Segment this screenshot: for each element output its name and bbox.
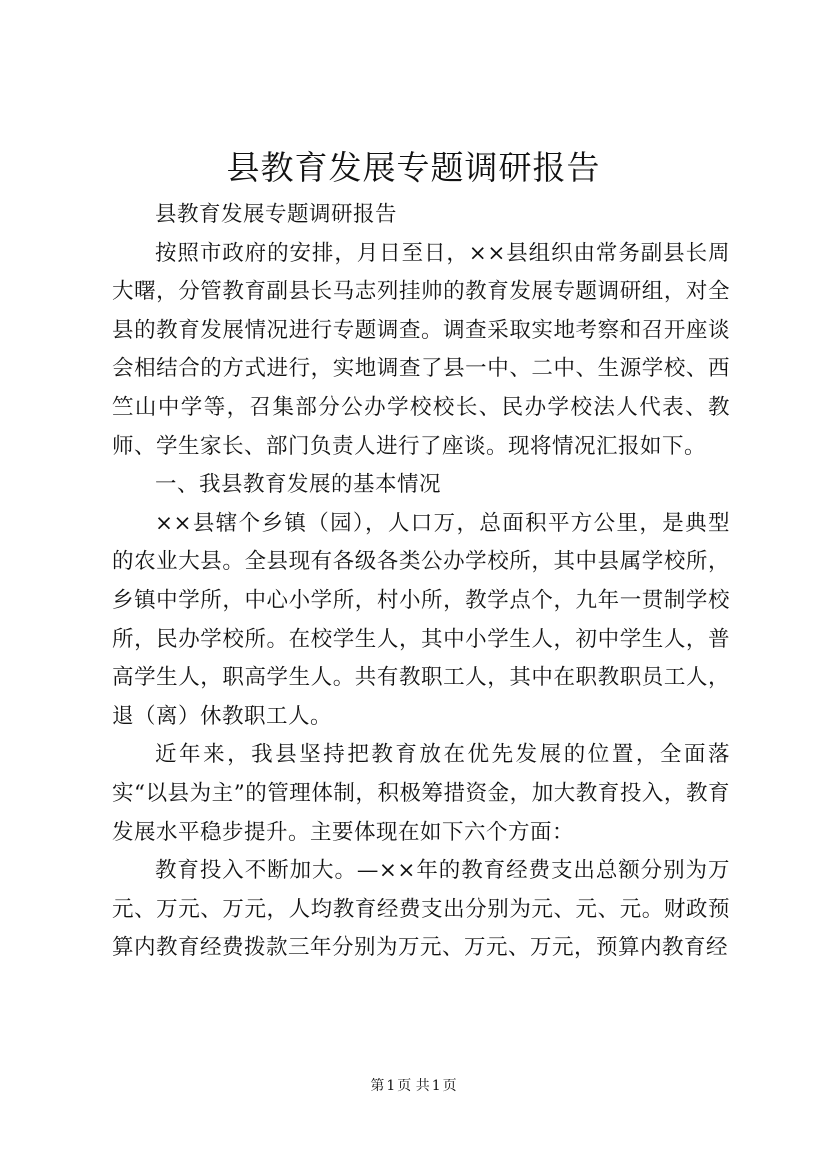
paragraph-basic-info: ××县辖个乡镇（园），人口万，总面积平方公里，是典型的农业大县。全县现有各级各类公办学校所，其中县属学校所，乡镇中学所，中心小学所，村小所，教学点个，九年一贯制学校所，民办学校所。在校学生人，其中小学生人，初中学生人，普高学生人，职高学生人。共有教职工人，其中在职教职员工人，退（离）休教职工人。 xyxy=(112,510,730,729)
footer-total-pages: 1 xyxy=(431,1078,441,1094)
footer-mid: 页 共 xyxy=(397,1078,430,1094)
document-body xyxy=(112,196,730,968)
page-footer xyxy=(0,1076,827,1096)
paragraph-intro: 按照市政府的安排，月日至日，××县组织由常务副县长周大曙，分管教育副县长马志列挂帅的教育发展专题调研组，对全县的教育发展情况进行专题调查。调查采取实地考察和召开座谈会相结合的方式进行，实地调查了县一中、二中、生源学校、西竺山中学等，召集部分公办学校校长、民办学校法人代表、教师、学生家长、部门负责人进行了座谈。现将情况汇报如下。 xyxy=(112,240,730,459)
paragraph-recent-years: 近年来，我县坚持把教育放在优先发展的位置，全面落实“以县为主”的管理体制，积极筹措资金，加大教育投入，教育发展水平稳步提升。主要体现在如下六个方面： xyxy=(112,742,730,845)
footer-suffix: 页 xyxy=(442,1078,457,1094)
paragraph-subtitle: 县教育发展专题调研报告 xyxy=(155,202,398,227)
document-title: 县教育发展专题调研报告 xyxy=(226,148,601,187)
footer-prefix: 第 xyxy=(370,1078,385,1094)
paragraph-investment: 教育投入不断加大。—××年的教育经费支出总额分别为万元、万元、万元，人均教育经费支出分别为元、元、元。财政预算内教育经费拨款三年分别为万元、万元、万元，预算内教育经 xyxy=(112,858,730,961)
footer-page-number: 1 xyxy=(386,1078,396,1094)
section-heading-1: 一、我县教育发展的基本情况 xyxy=(155,472,442,498)
